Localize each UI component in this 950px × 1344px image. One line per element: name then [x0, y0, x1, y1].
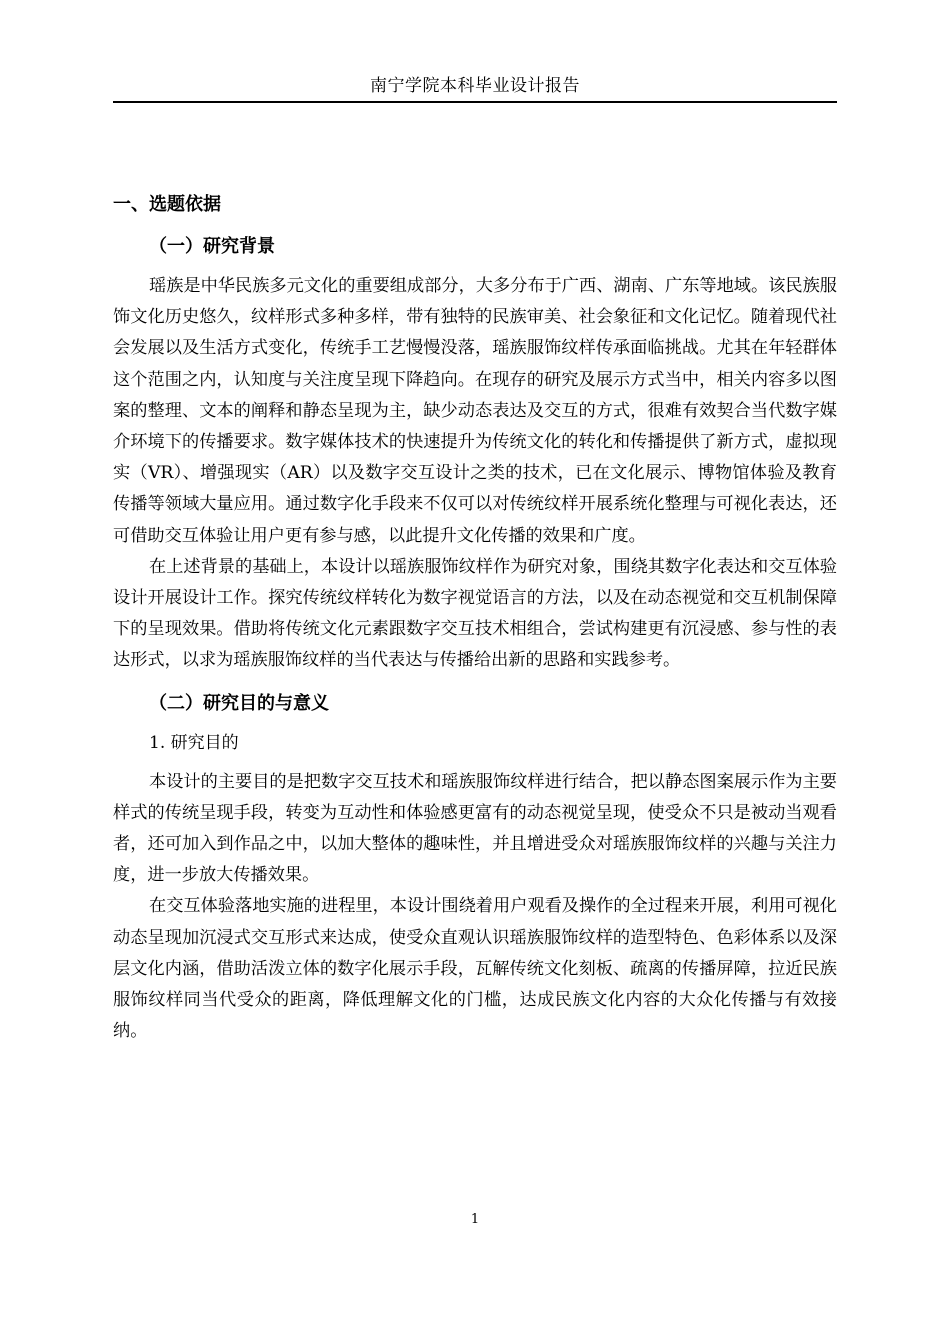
- subsection-heading-background: （一）研究背景: [149, 236, 275, 257]
- document-body: [113, 190, 837, 1047]
- page-number: 1: [470, 1212, 480, 1227]
- paragraph-background-1: 瑶族是中华民族多元文化的重要组成部分，大多分布于广西、湖南、广东等地域。该民族服饰文化历史悠久，纹样形式多种多样，带有独特的民族审美、社会象征和文化记忆。随着现代社会发展以及生活方式变化，传统手工艺慢慢没落，瑶族服饰纹样传承面临挑战。尤其在年轻群体这个范围之内，认知度与关注度呈现下降趋向。在现存的研究及展示方式当中，相关内容多以图案的整理、文本的阐释和静态呈现为主，缺少动态表达及交互的方式，很难有效契合当代数字媒介环境下的传播要求。数字媒体技术的快速提升为传统文化的转化和传播提供了新方式，虚拟现实（VR）、增强现实（AR）以及数字交互设计之类的技术，已在文化展示、博物馆体验及教育传播等领域大量应用。通过数字化手段来不仅可以对传统纹样开展系统化整理与可视化表达，还可借助交互体验让用户更有参与感，以此提升文化传播的效果和广度。: [113, 276, 837, 546]
- paragraph-purpose-1: 本设计的主要目的是把数字交互技术和瑶族服饰纹样进行结合，把以静态图案展示作为主要样式的传统呈现手段，转变为互动性和体验感更富有的动态视觉呈现，使受众不只是被动当观看者，还可加入到作品之中，以加大整体的趣味性，并且增进受众对瑶族服饰纹样的兴趣与关注力度，进一步放大传播效果。: [113, 771, 837, 886]
- section-heading-topic-basis: 一、选题依据: [113, 194, 221, 215]
- page-header-title: 南宁学院本科毕业设计报告: [370, 76, 580, 96]
- header-rule: [113, 101, 837, 103]
- paragraph-purpose-2: 在交互体验落地实施的进程里，本设计围绕着用户观看及操作的全过程来开展，利用可视化动态呈现加沉浸式交互形式来达成，使受众直观认识瑶族服饰纹样的造型特色、色彩体系以及深层文化内涵，借助活泼立体的数字化展示手段，瓦解传统文化刻板、疏离的传播屏障，拉近民族服饰纹样同当代受众的距离，降低理解文化的门槛，达成民族文化内容的大众化传播与有效接纳。: [113, 896, 837, 1042]
- paragraph-background-2: 在上述背景的基础上，本设计以瑶族服饰纹样作为研究对象，围绕其数字化表达和交互体验设计开展设计工作。探究传统纹样转化为数字视觉语言的方法，以及在动态视觉和交互机制保障下的呈现效果。借助将传统文化元素跟数字交互技术相组合，尝试构建更有沉浸感、参与性的表达形式，以求为瑶族服饰纹样的当代表达与传播给出新的思路和实践参考。: [113, 556, 837, 671]
- subsection-heading-purpose-significance: （二）研究目的与意义: [149, 692, 329, 714]
- subsubsection-heading-purpose: 1. 研究目的: [149, 732, 239, 753]
